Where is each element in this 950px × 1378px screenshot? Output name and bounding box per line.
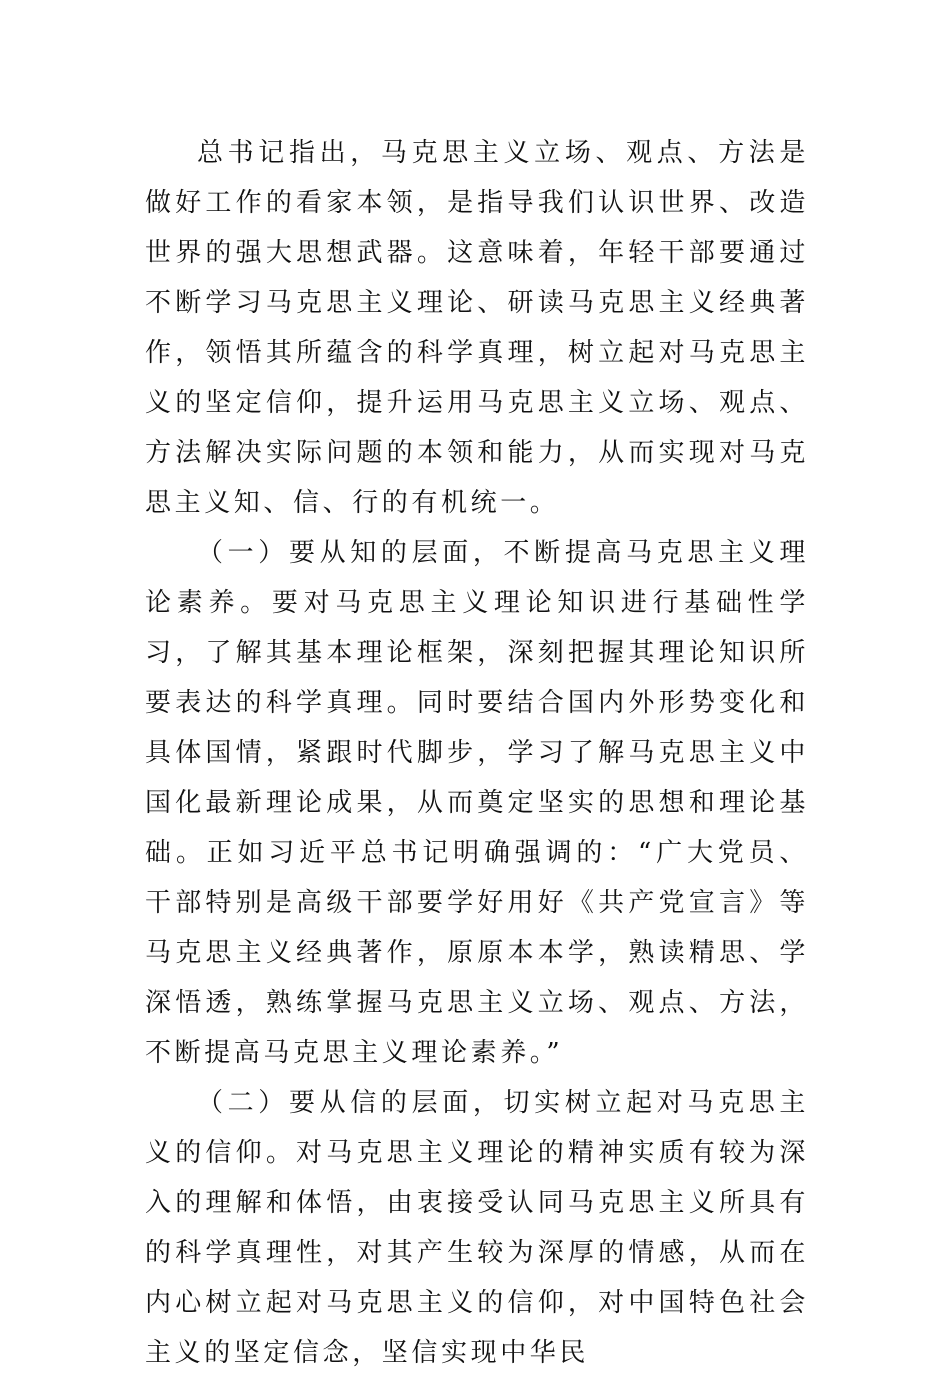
paragraph-heading: （一）要从知的层面，不断提高马克思主义理论素养。 [145, 538, 809, 618]
paragraph-belief [145, 1078, 809, 1378]
paragraph-text: 对马克思主义理论的精神实质有较为深入的理解和体悟，由衷接受认同马克思主义所具有的科学真理性，对其产生较为深厚的情感，从而在内心树立起对马克思主义的信仰，对中国特色社会主义的坚定信念，坚信实现中华民 [145, 1138, 809, 1368]
paragraph-text: 总书记指出，马克思主义立场、观点、方法是做好工作的看家本领，是指导我们认识世界、改造世界的强大思想武器。这意味着，年轻干部要通过不断学习马克思主义理论、研读马克思主义经典著作，领悟其所蕴含的科学真理，树立起对马克思主义的坚定信仰，提升运用马克思主义立场、观点、方法解决实际问题的本领和能力，从而实现对马克思主义知、信、行的有机统一。 [145, 138, 809, 518]
paragraph-knowledge [145, 528, 809, 1078]
paragraph-text: 要对马克思主义理论知识进行基础性学习，了解其基本理论框架，深刻把握其理论知识所要表达的科学真理。同时要结合国内外形势变化和具体国情，紧跟时代脚步，学习了解马克思主义中国化最新理论成果，从而奠定坚实的思想和理论基础。正如习近平总书记明确强调的：“广大党员、干部特别是高级干部要学好用好《共产党宣言》等马克思主义经典著作，原原本本学，熟读精思、学深悟透，熟练掌握马克思主义立场、观点、方法，不断提高马克思主义理论素养。” [145, 588, 810, 1068]
document-body [145, 128, 809, 1378]
paragraph-heading: （二）要从信的层面，切实树立起对马克思主义的信仰。 [145, 1088, 809, 1168]
paragraph-intro [145, 128, 809, 528]
